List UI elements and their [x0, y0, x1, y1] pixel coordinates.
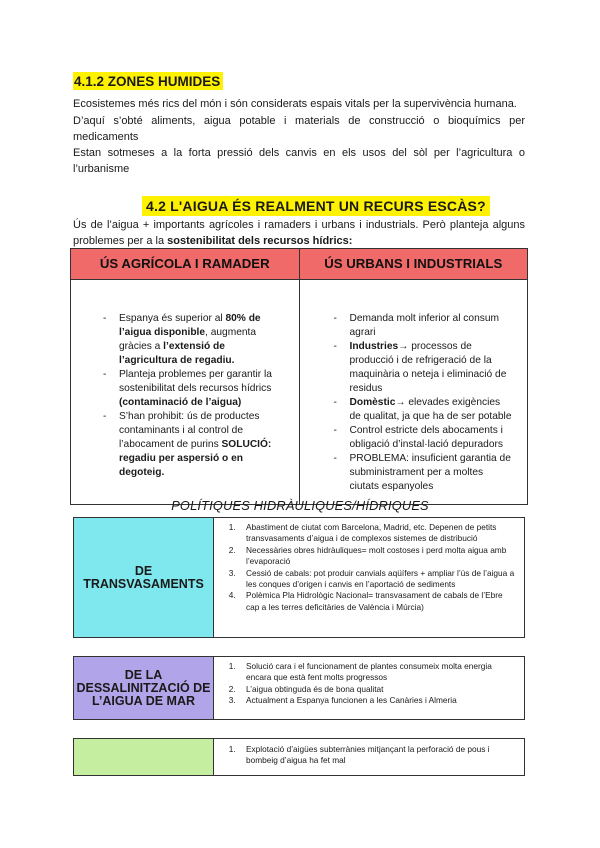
urbans-item-bold: Industries — [349, 341, 399, 352]
dessalinitzacio-item: 2. L’aigua obtinguda és de bona qualitat — [238, 684, 516, 695]
zones-humides-line-2: D’aquí s’obté aliments, aigua potable i materials de construcció o bioquímics per medicaments — [73, 115, 525, 143]
dessalinitzacio-item: 3. Actualment a Espanya funcionen a les Canàries i Almeria — [238, 695, 516, 706]
agricola-item — [97, 312, 273, 368]
urbans-item — [328, 340, 514, 396]
agricola-item-bold: (contaminació de l’aigua) — [119, 397, 242, 408]
urbans-item-bold: Domèstic — [349, 397, 396, 408]
urbans-item-text: → elevades exigències de qualitat, ja que ha de ser potable — [349, 397, 512, 422]
policy-dessalinitzacio — [73, 656, 525, 720]
urbans-item — [328, 312, 514, 340]
urbans-item-text: Control estricte dels abocaments i obligació d’instal·lació depuradors — [349, 425, 503, 450]
agricola-item-text: Espanya és superior al — [119, 313, 226, 324]
policy-transvasaments — [73, 517, 525, 638]
urbans-item-text: → processos de producció i de refrigeració de la maquinària o neteja i eliminació de residus — [349, 341, 507, 394]
policy-subterranies — [73, 738, 525, 776]
agricola-item-text: , augmenta gràcies a — [119, 327, 257, 352]
dessalinitzacio-item: 1. Solució cara i el funcionament de plantes consumeix molta energia encara que està fent molts progressos — [238, 661, 516, 684]
urbans-item — [328, 396, 514, 424]
agricola-item-bold: 80% de l’aigua disponible — [119, 313, 261, 338]
agricola-item — [97, 368, 273, 410]
dessalinitzacio-label: DE LA DESSALINITZACIÓ DE L’AIGUA DE MAR — [74, 657, 214, 719]
policies-title: POLÍTIQUES HIDRÀULIQUES/HÍDRIQUES — [171, 498, 429, 513]
agricola-item-text: S’han prohibit: ús de productes contaminants i al control de l’abocament de purins — [119, 411, 260, 450]
zones-humides-line-3: Estan sotmeses a la forta pressió dels canvis en els usos del sòl per l’agricultura o l’urbanisme — [73, 147, 525, 175]
urbans-cell — [299, 280, 528, 505]
urbans-item — [328, 424, 514, 452]
agricola-cell — [71, 280, 300, 505]
urbans-list — [328, 312, 514, 494]
subterranies-label — [74, 739, 214, 775]
subterranies-list — [214, 739, 524, 775]
agricola-item-bold: SOLUCIÓ: regadiu per aspersió o en degoteig. — [119, 439, 272, 478]
dessalinitzacio-list — [214, 657, 524, 719]
agricola-item-bold: l’extensió de l’agricultura de regadiu. — [119, 341, 235, 366]
transvasaments-item: 2. Necessàries obres hidràuliques= molt costoses i perd molta aigua amb l’evaporació — [238, 545, 516, 568]
transvasaments-item: 3. Cessió de cabals: pot produir canvials aqüífers + ampliar l’ús de l’aigua a les conques d’origen i canvis en l’aportació de sediments — [238, 568, 516, 591]
agricola-item-text: Planteja problemes per garantir la sostenibilitat dels recursos hídrics — [119, 369, 272, 394]
transvasaments-item: 1. Abastiment de ciutat com Barcelona, Madrid, etc. Depenen de petits transvasaments d’aigua i de complexos sistemes de distribució — [238, 522, 516, 545]
transvasaments-item: 4. Polèmica Pla Hidrològic Nacional= transvasament de cabals de l’Ebre cap a les terres deficitàries de València i Múrcia) — [238, 590, 516, 613]
subterranies-item: 1. Explotació d’aigües subterrànies mitjançant la perforació de pous i bombeig d’aigua ha fet mal — [238, 744, 516, 767]
urbans-item-text: Demanda molt inferior al consum agrari — [349, 313, 499, 338]
transvasaments-label: DE TRANSVASAMENTS — [74, 518, 214, 637]
recurs-escas-intro — [73, 217, 525, 249]
agricola-item — [97, 410, 273, 480]
header-agricola: ÚS AGRÍCOLA I RAMADER — [71, 249, 300, 280]
urbans-item — [328, 452, 514, 494]
agricola-list — [97, 312, 273, 480]
section-title-recurs-escas: 4.2 L'AIGUA ÉS REALMENT UN RECURS ESCÀS? — [142, 196, 490, 216]
uses-table — [70, 248, 528, 505]
zones-humides-line-1: Ecosistemes més rics del món i són considerats espais vitals per la supervivència humana. — [73, 98, 517, 110]
intro-text: Ús de l’aigua + importants agrícoles i ramaders i urbans i industrials. Però planteja alguns problemes per a la — [73, 219, 525, 247]
intro-bold: sostenibilitat dels recursos hídrics: — [167, 235, 353, 247]
header-urbans: ÚS URBANS I INDUSTRIALS — [299, 249, 528, 280]
section-title-zones-humides: 4.1.2 ZONES HUMIDES — [73, 72, 223, 90]
urbans-item-text: PROBLEMA: insuficient garantia de subministrament per a moltes ciutats espanyoles — [349, 453, 511, 492]
transvasaments-list — [214, 518, 524, 637]
